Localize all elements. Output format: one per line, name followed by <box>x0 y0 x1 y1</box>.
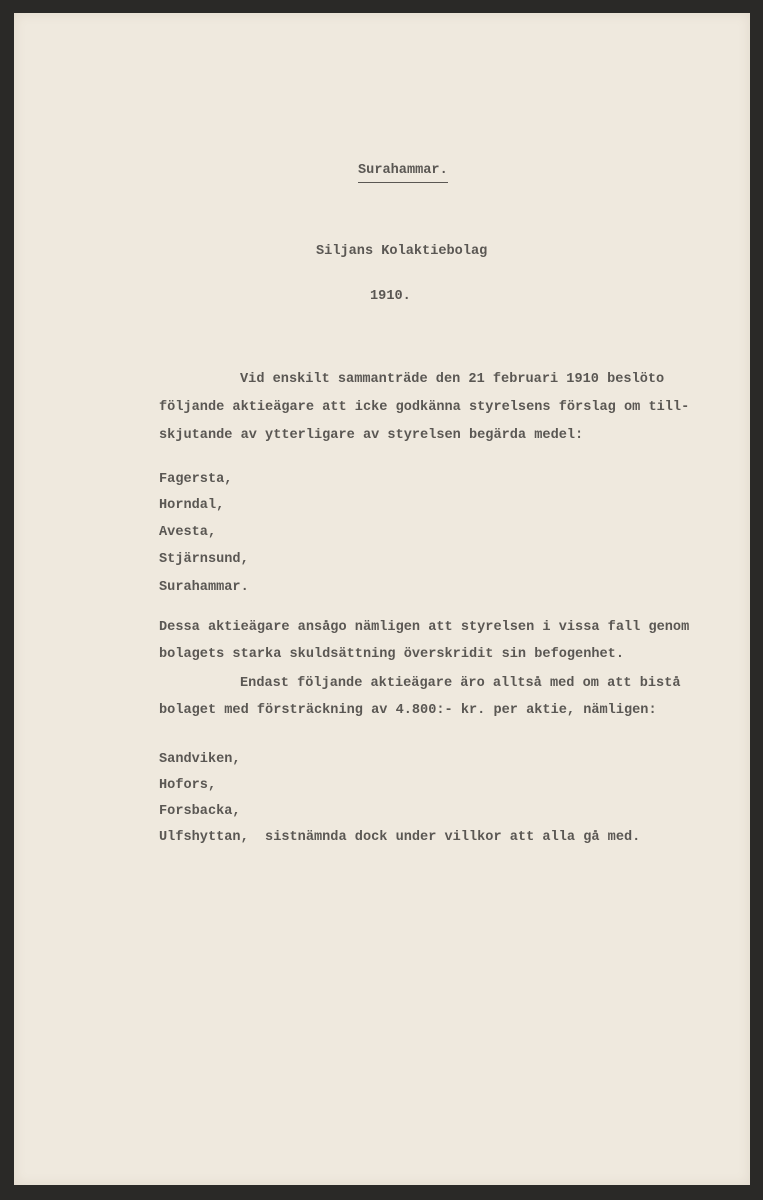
document-year: 1910. <box>370 289 411 304</box>
list-item: Horndal, <box>159 498 225 513</box>
paragraph-line: följande aktieägare att icke godkänna styrelsens förslag om till- <box>159 400 690 415</box>
list-item: Surahammar. <box>159 580 249 595</box>
list-item: Sandviken, <box>159 752 241 767</box>
list-item: Forsbacka, <box>159 804 241 819</box>
paragraph-line: bolagets starka skuldsättning överskridit sin befogenhet. <box>159 647 624 662</box>
paragraph-line: Vid enskilt sammanträde den 21 februari 1910 beslöto <box>240 372 665 387</box>
list-item: Ulfshyttan, sistnämnda dock under villkor att alla gå med. <box>159 830 641 845</box>
paragraph-line: Dessa aktieägare ansågo nämligen att styrelsen i vissa fall genom <box>159 620 690 635</box>
company-name: Siljans Kolaktiebolag <box>316 244 488 259</box>
list-item: Avesta, <box>159 525 217 540</box>
list-item: Stjärnsund, <box>159 552 249 567</box>
list-item: Fagersta, <box>159 472 233 487</box>
document-heading: Surahammar. <box>358 163 448 183</box>
paragraph-line: skjutande av ytterligare av styrelsen begärda medel: <box>159 428 584 443</box>
paragraph-line: Endast följande aktieägare äro alltså med om att bistå <box>240 676 681 691</box>
list-item: Hofors, <box>159 778 217 793</box>
document-page <box>14 13 750 1185</box>
paragraph-line: bolaget med försträckning av 4.800:- kr. per aktie, nämligen: <box>159 703 657 718</box>
